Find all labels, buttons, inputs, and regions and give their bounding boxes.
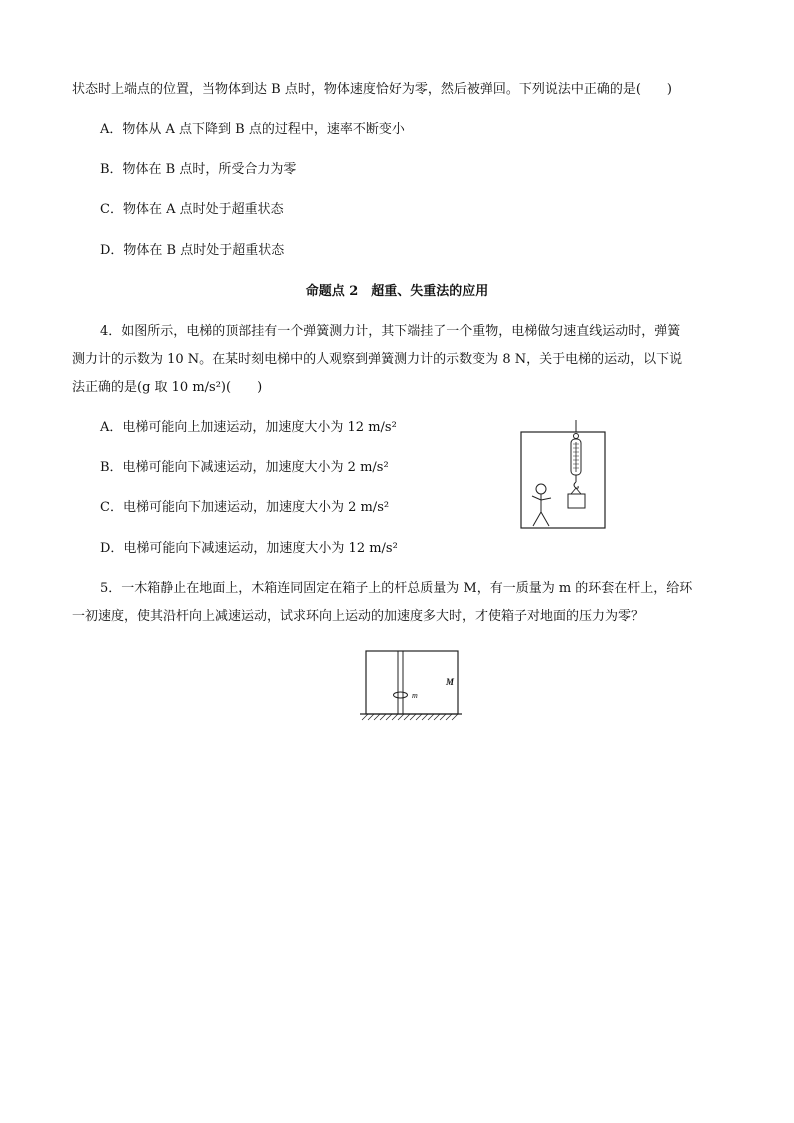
section-title: 命题点 2 超重、失重法的应用 — [305, 284, 489, 299]
spring-scale — [571, 434, 581, 489]
q4-option-a: A．电梯可能向上加速运动，加速度大小为 12 m/s² — [100, 420, 397, 435]
q3-option-d: D．物体在 B 点时处于超重状态 — [100, 243, 285, 258]
q3-option-a: A．物体从 A 点下降到 B 点的过程中，速率不断变小 — [100, 122, 405, 137]
q3-stem-continuation: 状态时上端点的位置，当物体到达 B 点时，物体速度恰好为零，然后被弹回。下列说法中正确的是( ) — [72, 82, 672, 97]
q5-stem-line1: 5．一木箱静止在地面上，木箱连同固定在箱子上的杆总质量为 M，有一质量为 m 的环套在杆上，给环 — [100, 581, 693, 596]
stick-person — [532, 484, 551, 526]
box-rod-ring-figure — [358, 645, 468, 725]
q4-option-c: C．电梯可能向下加速运动，加速度大小为 2 m/s² — [100, 500, 390, 515]
weight-block — [568, 494, 585, 508]
label-m: m — [412, 691, 418, 700]
elevator-figure — [515, 418, 610, 533]
q3-option-b: B．物体在 B 点时，所受合力为零 — [100, 162, 297, 177]
elevator-cabin — [521, 432, 605, 528]
q4-option-d: D．电梯可能向下减速运动，加速度大小为 12 m/s² — [100, 541, 398, 556]
q4-option-b: B．电梯可能向下减速运动，加速度大小为 2 m/s² — [100, 460, 389, 475]
wooden-box — [366, 651, 458, 714]
q5-stem-line2: 一初速度，使其沿杆向上减速运动，试求环向上运动的加速度多大时，才使箱子对地面的压力为零？ — [72, 609, 645, 624]
q4-stem-line2: 测力计的示数为 10 N。在某时刻电梯中的人观察到弹簧测力计的示数变为 8 N，关于电梯的运动，以下说 — [72, 352, 683, 367]
ring — [394, 692, 408, 698]
q4-stem-line3: 法正确的是(g 取 10 m/s²)( ) — [72, 380, 263, 395]
q4-stem-line1: 4．如图所示，电梯的顶部挂有一个弹簧测力计，其下端挂了一个重物，电梯做匀速直线运动时，弹簧 — [100, 324, 681, 339]
q3-option-c: C．物体在 A 点时处于超重状态 — [100, 202, 284, 217]
ground-hatching — [362, 714, 458, 720]
label-M: M — [446, 677, 455, 687]
